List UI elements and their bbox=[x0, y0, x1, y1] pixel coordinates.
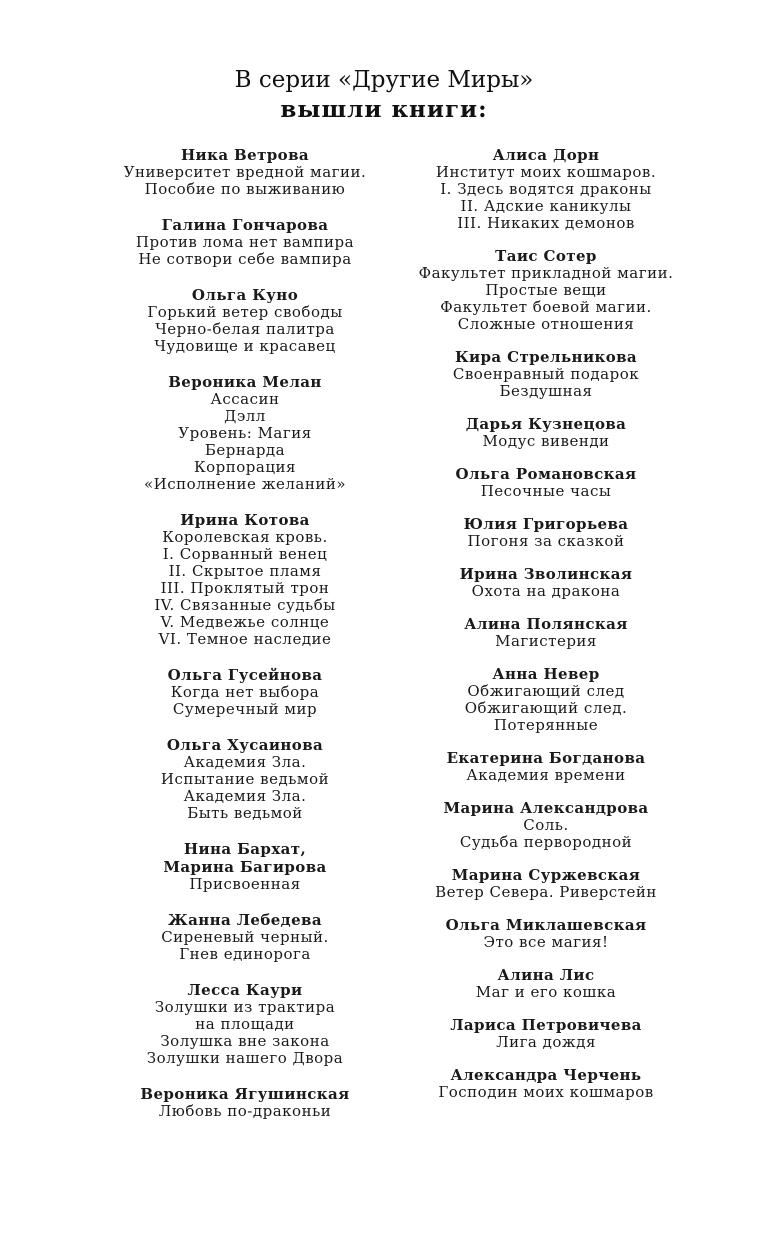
book-entry bbox=[400, 415, 692, 450]
book-entry bbox=[400, 916, 692, 951]
book-entry bbox=[400, 515, 692, 550]
book-entry bbox=[400, 1016, 692, 1051]
book-title: III. Проклятый трон bbox=[160, 579, 330, 597]
book-title: Когда нет выбора bbox=[170, 683, 320, 701]
author-name: Алиса Дорн bbox=[492, 146, 600, 164]
book-title: Простые вещи bbox=[485, 281, 607, 299]
book-entry bbox=[92, 146, 398, 198]
book-entry bbox=[92, 286, 398, 355]
book-entry bbox=[400, 799, 692, 851]
book-title: Факультет прикладной магии. bbox=[418, 264, 674, 282]
book-title: Песочные часы bbox=[480, 482, 612, 500]
author-name: Нина Бархат, bbox=[183, 840, 307, 858]
author-name: Вероника Ягушинская bbox=[140, 1085, 350, 1103]
book-title: Погоня за сказкой bbox=[467, 532, 625, 550]
book-title: Академия Зла. bbox=[183, 753, 307, 771]
book-title: Сиреневый черный. bbox=[161, 928, 329, 946]
author-name: Лесса Каури bbox=[187, 981, 303, 999]
book-title: Быть ведьмой bbox=[187, 804, 303, 822]
book-entry bbox=[92, 666, 398, 718]
book-title: Судьба первородной bbox=[459, 833, 633, 851]
author-name: Вероника Мелан bbox=[168, 373, 322, 391]
book-title: Золушки из трактира bbox=[154, 998, 336, 1016]
book-title: Охота на дракона bbox=[471, 582, 621, 600]
author-name: Галина Гончарова bbox=[161, 216, 329, 234]
book-title: Это все магия! bbox=[483, 933, 609, 951]
author-name: Марина Багирова bbox=[163, 858, 327, 876]
book-title: V. Медвежье солнце bbox=[160, 613, 330, 631]
book-entry bbox=[92, 216, 398, 268]
book-title: Против лома нет вампира bbox=[135, 233, 355, 251]
book-title: Черно-белая палитра bbox=[155, 320, 335, 338]
book-entry bbox=[400, 348, 692, 400]
book-title: VI. Темное наследие bbox=[158, 630, 332, 648]
book-title: Любовь по-драконьи bbox=[158, 1102, 332, 1120]
author-name: Алина Лис bbox=[497, 966, 595, 984]
author-name: Екатерина Богданова bbox=[446, 749, 646, 767]
heading-books-line: вышли книги: bbox=[280, 96, 488, 123]
book-title: Университет вредной магии. bbox=[123, 163, 367, 181]
book-entry bbox=[92, 911, 398, 963]
book-entry bbox=[92, 736, 398, 822]
book-entry bbox=[92, 840, 398, 893]
book-title: Присвоенная bbox=[189, 875, 301, 893]
book-title: Сумеречный мир bbox=[172, 700, 318, 718]
book-title: Бернарда bbox=[204, 441, 286, 459]
book-entry bbox=[400, 615, 692, 650]
book-title: Магистерия bbox=[495, 632, 597, 650]
book-title: Ветер Севера. Риверстейн bbox=[435, 883, 657, 901]
book-entry bbox=[92, 981, 398, 1067]
book-title: Горький ветер свободы bbox=[147, 303, 343, 321]
book-entry bbox=[400, 749, 692, 784]
author-name: Ольга Хусаинова bbox=[166, 736, 324, 754]
author-name: Александра Черчень bbox=[450, 1066, 642, 1084]
book-entry bbox=[400, 465, 692, 500]
book-title: Маг и его кошка bbox=[475, 983, 617, 1001]
author-name: Ольга Романовская bbox=[455, 465, 637, 483]
heading-series-line: В серии «Другие Миры» bbox=[234, 67, 534, 93]
book-title: Корпорация bbox=[194, 458, 296, 476]
author-name: Марина Александрова bbox=[443, 799, 649, 817]
book-title: Академия времени bbox=[466, 766, 626, 784]
book-entry bbox=[92, 1085, 398, 1120]
book-title: IV. Связанные судьбы bbox=[154, 596, 336, 614]
book-title: Академия Зла. bbox=[183, 787, 307, 805]
author-name: Марина Суржевская bbox=[451, 866, 641, 884]
book-title: Факультет боевой магии. bbox=[440, 298, 652, 316]
book-entry bbox=[400, 665, 692, 734]
author-name: Ольга Гусейнова bbox=[167, 666, 323, 684]
page-heading bbox=[0, 66, 768, 124]
author-name: Лариса Петровичева bbox=[450, 1016, 642, 1034]
book-title: «Исполнение желаний» bbox=[143, 475, 347, 493]
book-title: Золушки нашего Двора bbox=[146, 1049, 344, 1067]
book-title: Господин моих кошмаров bbox=[438, 1083, 654, 1101]
author-name: Таис Сотер bbox=[495, 247, 597, 265]
book-title: II. Адские каникулы bbox=[460, 197, 632, 215]
book-title: Бездушная bbox=[499, 382, 593, 400]
author-name: Юлия Григорьева bbox=[463, 515, 629, 533]
book-title: Не сотвори себе вампира bbox=[138, 250, 352, 268]
author-name: Ирина Котова bbox=[180, 511, 310, 529]
book-title: Уровень: Магия bbox=[178, 424, 312, 442]
book-title: Королевская кровь. bbox=[162, 528, 328, 546]
author-name: Ника Ветрова bbox=[180, 146, 310, 164]
book-title: Институт моих кошмаров. bbox=[435, 163, 657, 181]
author-name: Ольга Миклашевская bbox=[445, 916, 647, 934]
book-entry bbox=[92, 511, 398, 648]
book-entry bbox=[92, 373, 398, 493]
left-book-list bbox=[92, 146, 398, 1138]
author-name: Ирина Зволинская bbox=[459, 565, 633, 583]
book-title: Соль. bbox=[523, 816, 569, 834]
book-title: Дэлл bbox=[224, 407, 266, 425]
author-name: Кира Стрельникова bbox=[454, 348, 638, 366]
book-title: Модус вивенди bbox=[482, 432, 610, 450]
book-entry bbox=[400, 565, 692, 600]
author-name: Ольга Куно bbox=[191, 286, 299, 304]
book-entry bbox=[400, 866, 692, 901]
book-title: Своенравный подарок bbox=[452, 365, 640, 383]
book-title: Обжигающий след. bbox=[464, 699, 628, 717]
book-title: Гнев единорога bbox=[179, 945, 311, 963]
book-entry bbox=[400, 146, 692, 232]
book-title: I. Сорванный венец bbox=[162, 545, 328, 563]
book-title: на площади bbox=[195, 1015, 295, 1033]
book-title: Ассасин bbox=[210, 390, 280, 408]
book-title: I. Здесь водятся драконы bbox=[440, 180, 652, 198]
book-title: Обжигающий след bbox=[467, 682, 625, 700]
author-name: Анна Невер bbox=[492, 665, 600, 683]
book-entry bbox=[400, 247, 692, 333]
book-title: Лига дождя bbox=[496, 1033, 596, 1051]
author-name: Дарья Кузнецова bbox=[465, 415, 627, 433]
book-title: Испытание ведьмой bbox=[160, 770, 330, 788]
book-title: Потерянные bbox=[493, 716, 599, 734]
book-title: II. Скрытое пламя bbox=[168, 562, 322, 580]
author-name: Алина Полянская bbox=[464, 615, 628, 633]
book-title: Сложные отношения bbox=[457, 315, 635, 333]
right-book-list bbox=[400, 146, 692, 1116]
book-title: Пособие по выживанию bbox=[144, 180, 346, 198]
book-entry bbox=[400, 1066, 692, 1101]
book-entry bbox=[400, 966, 692, 1001]
book-title: III. Никаких демонов bbox=[457, 214, 635, 232]
book-title: Золушка вне закона bbox=[160, 1032, 330, 1050]
author-name: Жанна Лебедева bbox=[168, 911, 322, 929]
book-title: Чудовище и красавец bbox=[154, 337, 336, 355]
